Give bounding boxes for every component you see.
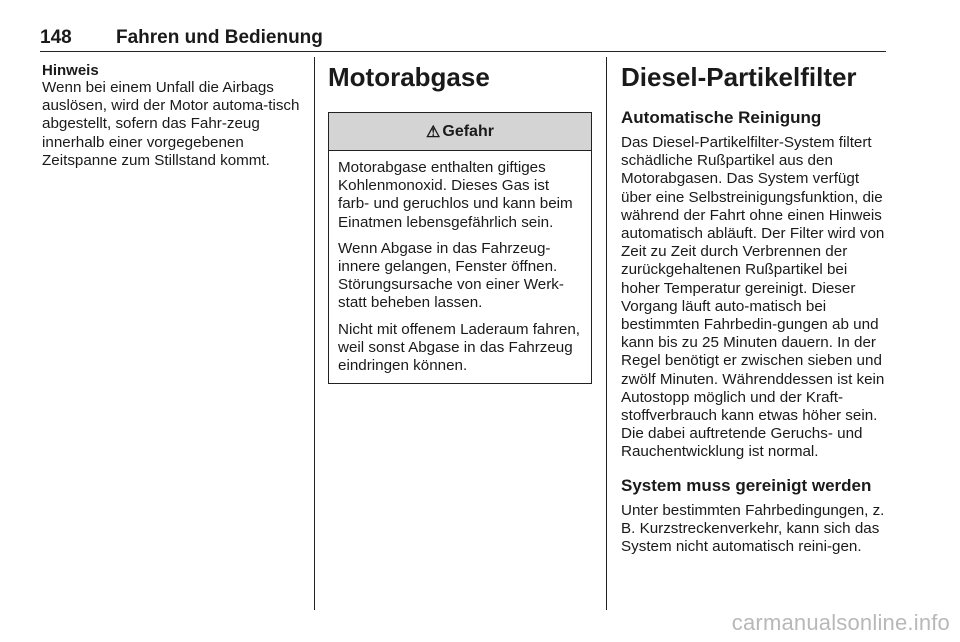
section-title: Fahren und Bedienung (116, 27, 323, 48)
column-left (42, 62, 304, 170)
warning-paragraph: Motorabgase enthalten giftiges Kohlenmonoxid. Dieses Gas ist farb- und geruchlos und kann beim Einatmen lebensgefährlich sein. (338, 159, 573, 231)
subheading-system-reinigen: System muss gereinigt werden (621, 475, 872, 495)
heading-motorabgase: Motorabgase (328, 62, 490, 92)
column-divider-1 (314, 57, 315, 610)
paragraph-reinigung: Das Diesel-Partikelfilter-System filtert schädliche Rußpartikel aus den Motorabgasen. Das System verfügt über eine Selbstreinigungsfunktion, die während der Fahrt ohne einen Hinweis automatisch abläuft. Der Filter wird von Zeit zu Zeit durch Verbrennen der zurückgehaltenen Rußpartikel bei hoher Temperatur gereinigt. Dieser Vorgang läuft auto-matisch bei bestimmten Fahrbedin-gungen ab und kann bis zu 25 Minuten dauern. In der Regel benötigt er zwischen sieben und zwölf Minuten. Währenddessen ist kein Autostopp möglich und der Kraft-stoffverbrauch kann etwas höher sein. Die dabei auftretende Geruchs- und Rauchentwicklung ist normal. (621, 134, 885, 461)
paragraph-system-reinigen: Unter bestimmten Fahrbedingungen, z. B. Kurzstreckenverkehr, kann sich das System nicht automatisch reini-gen. (621, 501, 885, 556)
column-right (621, 62, 887, 556)
warning-triangle-icon: ⚠ (426, 123, 441, 141)
warning-body (329, 151, 591, 383)
page-number: 148 (40, 27, 72, 48)
watermark: carmanualsonline.info (731, 610, 950, 635)
note-heading: Hinweis (42, 62, 99, 79)
page-header (40, 27, 886, 52)
subheading-automatische-reinigung: Automatische Reinigung (621, 108, 822, 127)
warning-paragraph: Wenn Abgase in das Fahrzeug-innere gelangen, Fenster öffnen. Störungsursache von einer Werk-statt beheben lassen. (338, 239, 564, 312)
heading-diesel-partikelfilter: Diesel-Partikelfilter (621, 62, 857, 92)
column-middle (328, 62, 592, 384)
column-divider-2 (606, 57, 607, 610)
warning-box (328, 112, 592, 384)
warning-title-bar (329, 113, 591, 151)
note-text: Wenn bei einem Unfall die Airbags auslösen, wird der Motor automa-tisch abgestellt, sofern das Fahr-zeug innerhalb einer vorgegebenen Zeitspanne zum Stillstand kommt. (42, 79, 300, 169)
warning-title: Gefahr (442, 122, 494, 140)
warning-paragraph: Nicht mit offenem Laderaum fahren, weil sonst Abgase in das Fahrzeug eindringen können. (338, 320, 580, 375)
